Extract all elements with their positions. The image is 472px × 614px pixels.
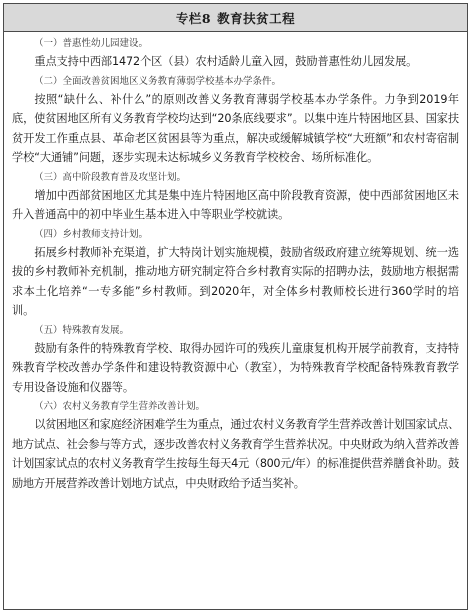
section-heading: （六）农村义务教育学生营养改善计划。 <box>34 401 206 412</box>
section-body: 拓展乡村教师补充渠道，扩大特岗计划实施规模，鼓励省级政府建立统筹规划、统一选拔的乡村教师补充机制，推动地方研究制定符合乡村教育实际的招聘办法，鼓励地方根据需求本土化培养“一专多能”乡村教师。到2020年，对全体乡村教师校长进行360学时的培训。 <box>12 245 459 317</box>
policy-box <box>3 3 468 610</box>
section-heading: （五）特殊教育发展。 <box>34 324 130 336</box>
section-heading: （一）普惠性幼儿园建设。 <box>34 38 149 49</box>
box-title: 教育扶贫工程 <box>217 10 296 26</box>
section-body: 按照“缺什么、补什么”的原则改善义务教育薄弱学校基本办学条件。力争到2019年底，使贫困地区所有义务教育学校均达到“20条底线要求”。以集中连片特困地区县、国家扶贫开发工作重点县、革命老区贫困县等为重点，解决或缓解城镇学校“大班额”和农村寄宿制学校“大通铺”问题，逐步实现未达标城乡义务教育学校校舍、场所标准化。 <box>12 92 459 164</box>
section-6 <box>12 399 459 493</box>
section-heading: （二）全面改善贫困地区义务教育薄弱学校基本办学条件。 <box>34 75 282 87</box>
section-body: 鼓励有条件的特殊教育学校、取得办园许可的残疾儿童康复机构开展学前教育，支持特殊教育学校改善办学条件和建设特教资源中心（教室），为特殊教育学校配备特殊教育教学专用设备设施和仪器等。 <box>12 341 459 394</box>
section-2 <box>12 74 459 168</box>
section-body: 增加中西部贫困地区尤其是集中连片特困地区高中阶段教育资源，使中西部贫困地区未升入普通高中的初中毕业生基本进入中等职业学校就读。 <box>12 188 459 221</box>
section-body: 重点支持中西部1472个区（县）农村适龄儿童入园，鼓励普惠性幼儿园发展。 <box>34 55 418 68</box>
section-1 <box>12 36 459 72</box>
box-label: 专栏8 <box>175 10 212 26</box>
box-title-bar <box>4 4 467 32</box>
box-content <box>4 32 467 493</box>
section-5 <box>12 323 459 398</box>
section-4 <box>12 227 459 321</box>
section-3 <box>12 170 459 225</box>
section-body: 以贫困地区和家庭经济困难学生为重点，通过农村义务教育学生营养改善计划国家试点、地方试点、社会参与等方式，逐步改善农村义务教育学生营养状况。中央财政为纳入营养改善计划国家试点的农村义务教育学生按每生每天4元（800元/年）的标准提供营养膳食补助。鼓励地方开展营养改善计划地方试点，中央财政给予适当奖补。 <box>12 418 459 490</box>
section-heading: （三）高中阶段教育普及攻坚计划。 <box>34 171 187 183</box>
section-heading: （四）乡村教师支持计划。 <box>34 228 149 240</box>
